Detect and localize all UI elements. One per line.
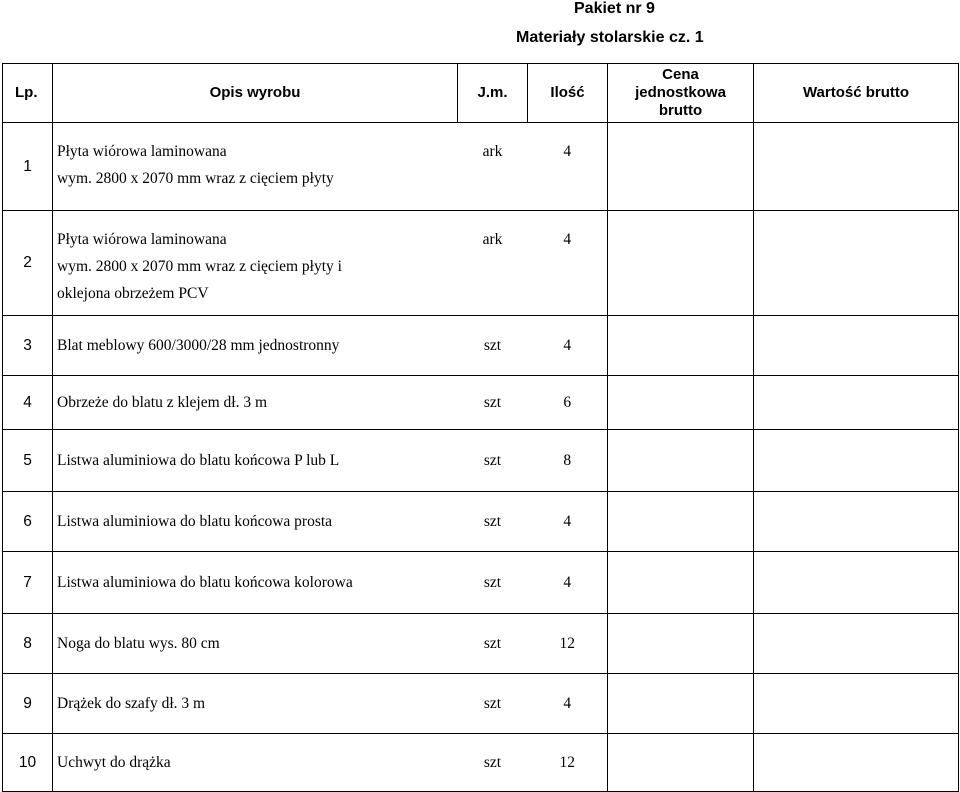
row-lp: 6 [3,492,53,552]
table-row [3,123,959,211]
row-lp: 5 [3,430,53,492]
row-qty: 4 [528,492,608,552]
row-desc-line: wym. 2800 x 2070 mm wraz z cięciem płyty [57,170,334,187]
row-desc-line: wym. 2800 x 2070 mm wraz z cięciem płyty i [57,258,342,275]
row-jm: szt [458,316,528,376]
table-row [3,734,959,792]
row-qty: 12 [528,614,608,674]
col-header-value: Wartość brutto [754,64,959,123]
table-row [3,430,959,492]
row-qty: 6 [528,376,608,430]
row-desc-line: Płyta wiórowa laminowana [57,231,227,248]
row-price-cell[interactable] [608,734,754,792]
row-lp: 2 [3,211,53,316]
row-jm: szt [458,492,528,552]
row-lp: 1 [3,123,53,211]
row-lp: 10 [3,734,53,792]
col-header-price [608,64,754,123]
row-qty: 4 [528,316,608,376]
row-value-cell[interactable] [754,123,959,211]
row-qty: 4 [528,123,608,211]
table-row [3,316,959,376]
col-header-price-line: Cena [662,66,699,83]
row-desc [53,614,458,674]
row-qty: 4 [528,552,608,614]
row-value-cell[interactable] [754,316,959,376]
row-lp: 7 [3,552,53,614]
col-header-lp: Lp. [3,64,53,123]
row-price-cell[interactable] [608,316,754,376]
row-desc [53,734,458,792]
row-value-cell[interactable] [754,430,959,492]
table-row [3,211,959,316]
row-qty: 4 [528,211,608,316]
row-price-cell[interactable] [608,211,754,316]
table-header-row [3,64,959,123]
row-price-cell[interactable] [608,492,754,552]
table-row [3,552,959,614]
col-header-jm: J.m. [458,64,528,123]
row-jm: szt [458,734,528,792]
row-desc-line: oklejona obrzeżem PCV [57,285,209,302]
row-desc [53,316,458,376]
row-desc-line: Drążek do szafy dł. 3 m [57,695,206,712]
row-price-cell[interactable] [608,123,754,211]
row-price-cell[interactable] [608,674,754,734]
row-desc [53,552,458,614]
row-desc [53,211,458,316]
materials-table [2,63,959,792]
row-lp: 9 [3,674,53,734]
row-desc-line: Blat meblowy 600/3000/28 mm jednostronny [57,337,340,354]
row-value-cell[interactable] [754,211,959,316]
row-lp: 3 [3,316,53,376]
row-desc-line: Obrzeże do blatu z klejem dł. 3 m [57,394,268,411]
row-qty: 8 [528,430,608,492]
row-jm: szt [458,376,528,430]
col-header-qty: Ilość [528,64,608,123]
row-desc [53,430,458,492]
row-price-cell[interactable] [608,376,754,430]
row-desc [53,674,458,734]
table-row [3,674,959,734]
row-price-cell[interactable] [608,552,754,614]
row-desc-line: Noga do blatu wys. 80 cm [57,635,220,652]
row-desc-line: Listwa aluminiowa do blatu końcowa P lub L [57,452,340,469]
table-row [3,376,959,430]
row-desc-line: Listwa aluminiowa do blatu końcowa prosta [57,513,333,530]
table-row [3,614,959,674]
package-title: Pakiet nr 9 [574,0,655,17]
row-desc [53,376,458,430]
row-value-cell[interactable] [754,376,959,430]
row-qty: 4 [528,674,608,734]
row-value-cell[interactable] [754,552,959,614]
row-price-cell[interactable] [608,614,754,674]
category-title: Materiały stolarskie cz. 1 [516,29,704,46]
row-jm: szt [458,614,528,674]
row-value-cell[interactable] [754,674,959,734]
col-header-price-line: brutto [658,102,703,119]
row-desc-line: Płyta wiórowa laminowana [57,143,227,160]
row-value-cell[interactable] [754,492,959,552]
row-jm: szt [458,430,528,492]
row-desc [53,123,458,211]
row-jm: ark [458,123,528,211]
row-desc-line: Listwa aluminiowa do blatu końcowa kolorowa [57,574,353,591]
row-lp: 4 [3,376,53,430]
row-value-cell[interactable] [754,614,959,674]
row-qty: 12 [528,734,608,792]
col-header-desc: Opis wyrobu [53,64,458,123]
row-price-cell[interactable] [608,430,754,492]
row-lp: 8 [3,614,53,674]
row-value-cell[interactable] [754,734,959,792]
row-desc [53,492,458,552]
row-jm: ark [458,211,528,316]
row-jm: szt [458,674,528,734]
row-desc-line: Uchwyt do drążka [57,754,171,771]
row-jm: szt [458,552,528,614]
table-row [3,492,959,552]
col-header-price-line: jednostkowa [635,84,726,101]
